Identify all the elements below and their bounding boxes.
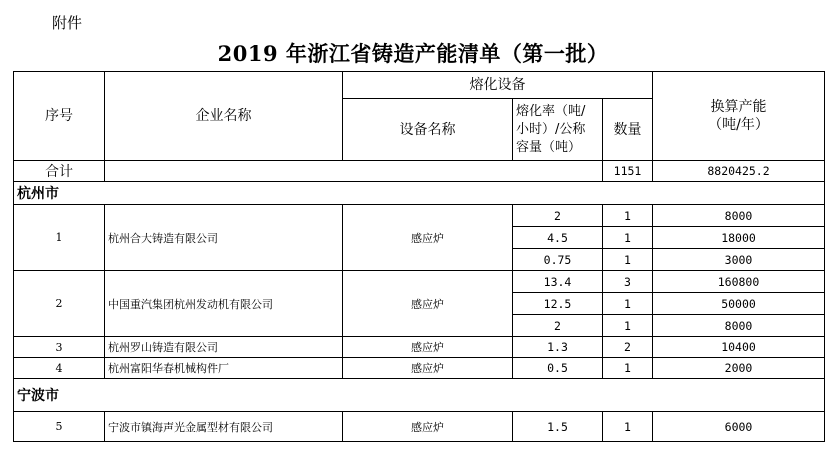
- header-row: [14, 72, 825, 99]
- company-name-cell: 中国重汽集团杭州发动机有限公司: [105, 271, 343, 337]
- table-row: [14, 271, 825, 293]
- capacity-cell: 8000: [653, 205, 825, 227]
- equipment-cell: 感应炉: [343, 412, 513, 442]
- quantity-cell: 1: [603, 205, 653, 227]
- rate-cell: 2: [513, 205, 603, 227]
- quantity-cell: 1: [603, 293, 653, 315]
- quantity-cell: 1: [603, 315, 653, 337]
- header-melting-rate: [513, 99, 603, 161]
- capacity-cell: 160800: [653, 271, 825, 293]
- header-melting-equipment: 熔化设备: [343, 72, 653, 99]
- seq-cell: 1: [14, 205, 105, 271]
- capacity-table: [13, 71, 825, 442]
- rate-cell: 1.5: [513, 412, 603, 442]
- quantity-cell: 1: [603, 249, 653, 271]
- quantity-cell: 1: [603, 358, 653, 379]
- header-capacity: [653, 72, 825, 161]
- table-row: [14, 412, 825, 442]
- city-name: 宁波市: [14, 379, 825, 412]
- header-melting-rate-line2: 小时）/公称: [516, 121, 586, 137]
- quantity-cell: 1: [603, 412, 653, 442]
- company-name-cell: 宁波市镇海声光金属型材有限公司: [105, 412, 343, 442]
- company-name-cell: 杭州富阳华春机械构件厂: [105, 358, 343, 379]
- city-row: [14, 379, 825, 412]
- rate-cell: 13.4: [513, 271, 603, 293]
- header-quantity: 数量: [603, 99, 653, 161]
- header-company: 企业名称: [105, 72, 343, 161]
- total-capacity: 8820425.2: [653, 161, 825, 182]
- rate-cell: 12.5: [513, 293, 603, 315]
- header-melting-rate-line1: 熔化率（吨/: [516, 103, 586, 119]
- capacity-cell: 2000: [653, 358, 825, 379]
- header-equipment-name: 设备名称: [343, 99, 513, 161]
- total-row: [14, 161, 825, 182]
- document-title: 2019 年浙江省铸造产能清单（第一批）: [217, 41, 609, 66]
- rate-cell: 4.5: [513, 227, 603, 249]
- rate-cell: 0.5: [513, 358, 603, 379]
- seq-cell: 2: [14, 271, 105, 337]
- attachment-label: 附件: [52, 14, 83, 32]
- rate-cell: 0.75: [513, 249, 603, 271]
- header-seq: 序号: [14, 72, 105, 161]
- table-row: [14, 358, 825, 379]
- quantity-cell: 1: [603, 227, 653, 249]
- header-melting-rate-line3: 容量（吨）: [516, 139, 582, 155]
- table-row: [14, 205, 825, 227]
- rate-cell: 1.3: [513, 337, 603, 358]
- seq-cell: 5: [14, 412, 105, 442]
- seq-cell: 4: [14, 358, 105, 379]
- capacity-cell: 6000: [653, 412, 825, 442]
- equipment-cell: 感应炉: [343, 205, 513, 271]
- total-label: 合计: [14, 161, 105, 182]
- equipment-cell: 感应炉: [343, 271, 513, 337]
- table-row: [14, 337, 825, 358]
- capacity-cell: 18000: [653, 227, 825, 249]
- header-capacity-line2: （吨/年）: [708, 117, 769, 133]
- total-quantity: 1151: [603, 161, 653, 182]
- city-name: 杭州市: [14, 182, 825, 205]
- rate-cell: 2: [513, 315, 603, 337]
- capacity-cell: 50000: [653, 293, 825, 315]
- capacity-cell: 8000: [653, 315, 825, 337]
- quantity-cell: 3: [603, 271, 653, 293]
- seq-cell: 3: [14, 337, 105, 358]
- header-capacity-line1: 换算产能: [710, 99, 767, 115]
- city-row: [14, 182, 825, 205]
- equipment-cell: 感应炉: [343, 337, 513, 358]
- total-blank: [105, 161, 603, 182]
- capacity-cell: 10400: [653, 337, 825, 358]
- company-name-cell: 杭州罗山铸造有限公司: [105, 337, 343, 358]
- quantity-cell: 2: [603, 337, 653, 358]
- equipment-cell: 感应炉: [343, 358, 513, 379]
- capacity-cell: 3000: [653, 249, 825, 271]
- company-name-cell: 杭州合大铸造有限公司: [105, 205, 343, 271]
